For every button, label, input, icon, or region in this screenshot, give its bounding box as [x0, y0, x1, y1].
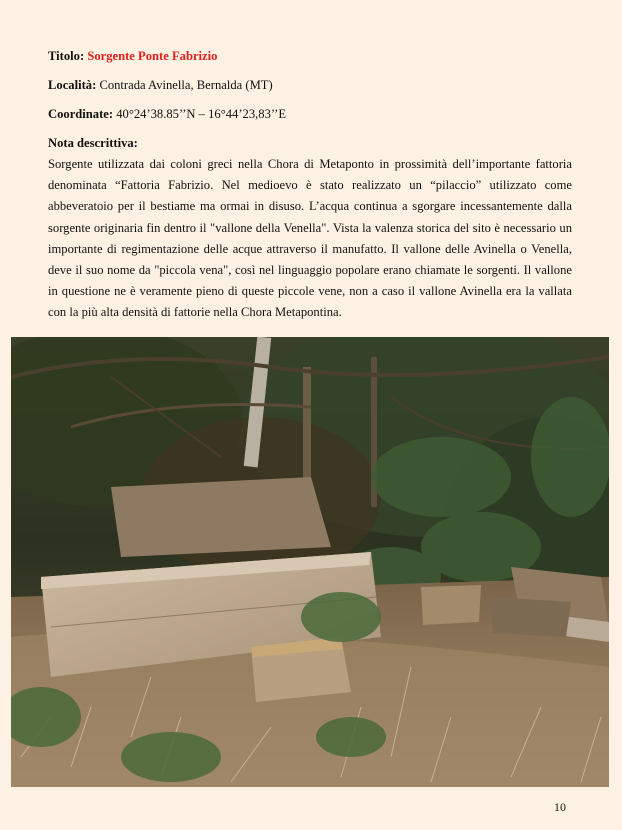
title-line [48, 48, 572, 64]
title-label: Titolo: [48, 49, 85, 63]
location-value: Contrada Avinella, Bernalda (MT) [99, 78, 273, 92]
location-line [48, 77, 572, 93]
description-paragraph: Sorgente utilizzata dai coloni greci nella Chora di Metaponto in prossimità dell’importante fattoria denominata “Fattoria Fabrizio. Nel medioevo è stato realizzato un “pilaccio” utilizzato come abbeveratoio per il bestiame ma ormai in disuso. L’acqua continua a sgorgare incessantemente dalla sorgente originaria fin dentro il "vallone della Venella". Vista la valenza storica del sito è necessario un importante di regimentazione delle acque attraverso il manufatto. Il vallone delle Avinella o Venella, deve il suo nome da "piccola vena", così nel linguaggio popolare erano chiamate le sorgenti. Il vallone in questione ne è veramente pieno di queste piccole vene, non a caso il vallone Avinella era la vallata con la più alta densità di fattorie nella Chora Metapontina. [48, 157, 572, 320]
site-photo [11, 337, 609, 787]
coordinates-label: Coordinate: [48, 107, 114, 121]
coordinates-value: 40°24’38.85’’N – 16°44’23,83’’E [116, 107, 287, 121]
entry-block [48, 48, 572, 324]
title-value: Sorgente Ponte Fabrizio [87, 49, 218, 63]
location-label: Località: [48, 78, 97, 92]
note-label: Nota descrittiva: [48, 136, 138, 150]
page-number: 10 [554, 800, 566, 814]
coordinates-line [48, 106, 572, 122]
photo-illustration [11, 337, 609, 787]
